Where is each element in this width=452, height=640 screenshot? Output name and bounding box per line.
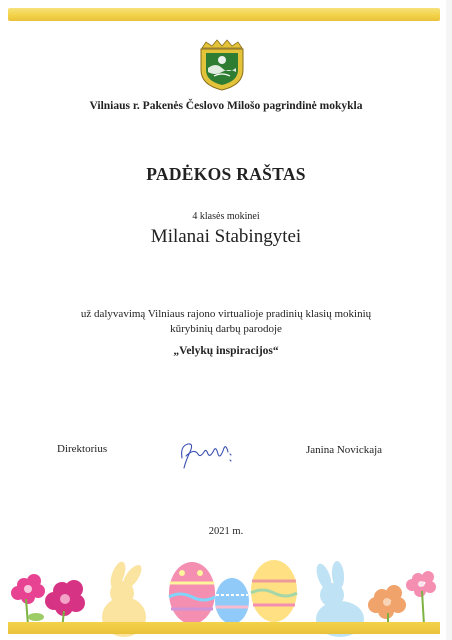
top-border-bar: [8, 8, 440, 21]
recipient-name: Milanai Stabingytei: [150, 226, 302, 247]
reason-text: [40, 307, 412, 337]
easter-egg-icon: [215, 578, 249, 624]
bottom-border-bar: [8, 622, 440, 634]
flower-icon: [45, 580, 85, 616]
flower-icon: [406, 571, 436, 597]
school-crest-icon: [196, 38, 248, 92]
issue-year: 2021 m.: [208, 526, 244, 537]
certificate-title: PADĖKOS RAŠTAS: [146, 164, 306, 184]
director-label: Direktorius: [57, 443, 108, 455]
right-edge-shadow: [446, 0, 452, 640]
flower-icon: [11, 574, 45, 604]
easter-egg-icon: [251, 560, 297, 622]
director-name: Janina Novickaja: [306, 444, 383, 456]
reason-line-1: už dalyvavimą Vilniaus rajono virtualioje pradinių klasių mokinių: [80, 308, 372, 320]
reason-line-2: kūrybinių darbų parodoje: [170, 323, 282, 335]
easter-egg-icon: [169, 562, 215, 624]
event-name: „Velykų inspiracijos“: [173, 345, 279, 357]
handwritten-signature: [174, 434, 240, 474]
class-line: 4 klasės mokinei: [192, 211, 260, 222]
school-name: Vilniaus r. Pakenės Česlovo Milošo pagrindinė mokykla: [89, 100, 363, 112]
